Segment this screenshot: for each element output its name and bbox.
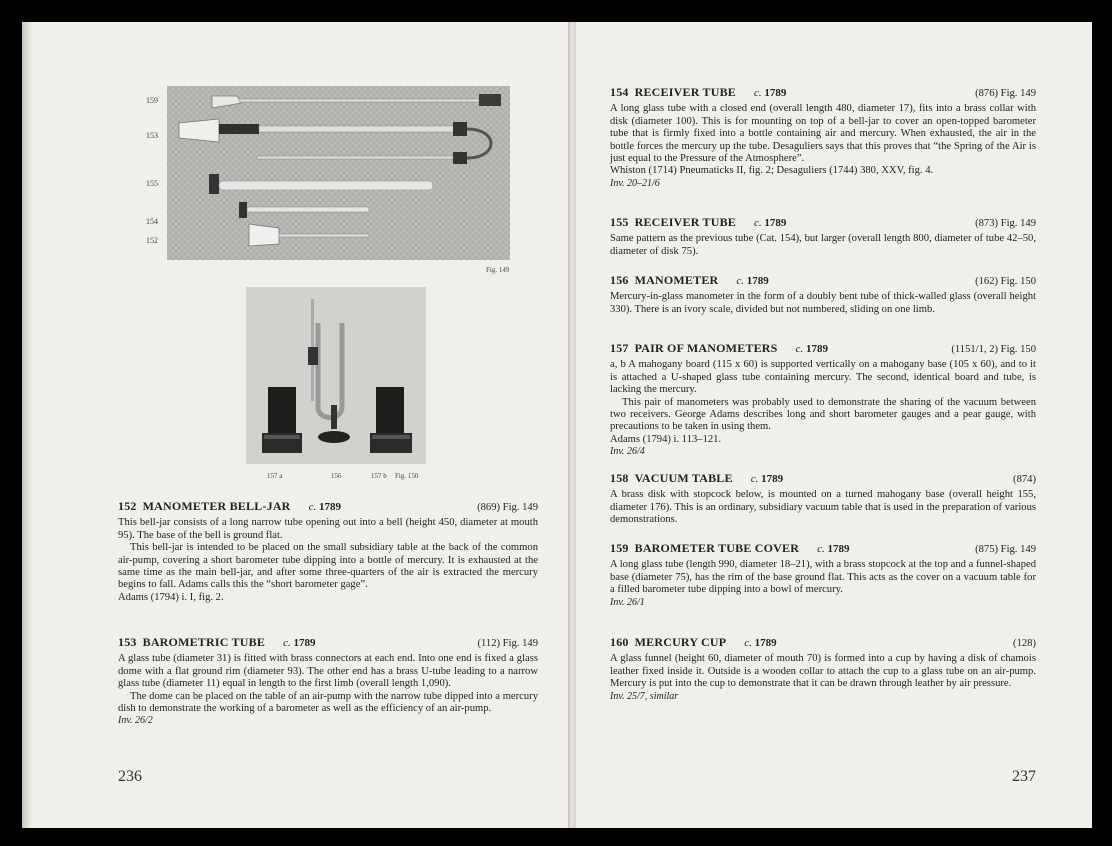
entry-title: PAIR OF MANOMETERS [634,341,778,355]
fig149-label: 153 [146,131,158,140]
entry-number: 157 [610,341,629,355]
entry-date: 1789 [761,473,784,485]
entry-date: 1789 [805,343,828,355]
entry-title: MERCURY CUP [634,635,727,649]
entry-title: BAROMETRIC TUBE [142,635,266,649]
entry-date: 1789 [754,637,777,649]
entry-reference: (1151/1, 2) Fig. 150 [951,344,1036,355]
entry-inventory: Inv. 26/4 [610,446,645,458]
catalog-entry-155: 155 RECEIVER TUBE c. 1789 (873) Fig. 149 Same pattern as the previous tube (Cat. 154), but larger (overall length 800, diameter of tube 42–50, diameter of disk 75). [610,215,1036,257]
page-number-left: 236 [118,768,142,785]
fig150-label: 157 b [371,472,387,480]
entry-title: RECEIVER TUBE [634,85,737,99]
entry-date: 1789 [764,217,787,229]
entry-date: 1789 [318,501,341,513]
entry-date: 1789 [764,87,787,99]
entry-paragraph: Same pattern as the previous tube (Cat. 154), but larger (overall length 800, diameter of tube 42–50, diameter of disk 75). [610,233,1036,257]
entry-reference: (128) [1013,638,1036,649]
entry-reference: (876) Fig. 149 [975,88,1036,99]
page-number-right: 237 [1012,768,1036,785]
entry-citation: Adams (1794) i. I, fig. 2. [118,591,224,603]
entry-paragraph: The dome can be placed on the table of an air-pump with the narrow tube dipped into a mercury dish to demonstrate the working of a barometer as well as the efficiency of an air-pump. [118,690,538,715]
entry-title: MANOMETER BELL-JAR [142,499,291,513]
entry-date: 1789 [746,275,769,287]
catalog-entry-160: 160 MERCURY CUP c. 1789 (128) A glass funnel (height 60, diameter of mouth 70) is formed into a cup by having a disk of chamois leather fixed inside it. Outside is a wooden collar to attach the cup to a glass tube on an air-pump. Mercury is put into the cup to demonstrate that it can be drawn through leather by air pressure. Inv. 25/7, similar [610,635,1036,702]
entry-title: VACUUM TABLE [634,471,733,485]
entry-number: 152 [118,499,137,513]
entry-title: MANOMETER [634,273,719,287]
entry-paragraph: A brass disk with stopcock below, is mounted on a turned mahogany base (overall height 155, diameter 176). This is an ordinary, subsidiary vacuum table that is used in the preparation of various demonstrations. [610,489,1036,526]
catalog-entry-156: 156 MANOMETER c. 1789 (162) Fig. 150 Mercury-in-glass manometer in the form of a doubly bent tube of thick-walled glass (overall height 330). There is an ivory scale, divided but not numbered, sliding on one limb. [610,273,1036,315]
fig149-caption: Fig. 149 [486,266,510,274]
entry-paragraph: a, b A mahogany board (115 x 60) is supported vertically on a mahogany base (105 x 60), and to it is attached a U-shaped glass tube containing mercury. The second, identical board and tube, is lacking the mercury. [610,359,1036,396]
book-spine [568,22,576,828]
entry-date: 1789 [293,637,316,649]
fig149-label: 152 [146,236,158,245]
fig150-label: 156 [331,472,342,480]
catalog-entry-154: 154 RECEIVER TUBE c. 1789 (876) Fig. 149 A long glass tube with a closed end (overall length 480, diameter 17), fits into a brass collar with disk (diameter 100). This is for mounting on top of a bell-jar to cover an open-topped barometer tube that is firmly fixed into a bottle containing air and mercury. When exhausted, the air in the bottle forces the mercury up the tube. Desaguliers says that this proves that “the Spring of the Air is just equal to the Pressure of the Atmosphere”. Whiston (1714) Pneumaticks II, fig. 2; Desaguliers (1744) 380, XXV, fig. 4. Inv. 20–21/6 [610,85,1036,189]
entry-paragraph: Mercury-in-glass manometer in the form of a doubly bent tube of thick-walled glass (overall height 330). There is an ivory scale, divided but not numbered, sliding on one limb. [610,291,1036,315]
entry-number: 153 [118,635,137,649]
entry-number: 154 [610,85,629,99]
catalog-entry-153: 153 BAROMETRIC TUBE c. 1789 (112) Fig. 149 A glass tube (diameter 31) is fitted with brass connectors at each end. Into one end is fixed a glass dome with a flat ground rim (diameter 93). The other end has a brass U-tube leading to a narrow glass tube (diameter 11) equal in length to the first limb (overall length 1,090). The dome can be placed on the table of an air-pump with the narrow tube dipped into a mercury dish to demonstrate the working of a barometer as well as the efficiency of an air-pump. Inv. 26/2 [118,635,538,727]
catalog-entry-152: 152 MANOMETER BELL-JAR c. 1789 (869) Fig. 149 This bell-jar consists of a long narrow tube opening out into a bell (height 450, diameter at mouth 95). The base of the bell is ground flat. This bell-jar is intended to be placed on the small subsidiary table at the back of the common air-pump, covering a short barometer tube dipping into a bottle of mercury. It is exhausted at the same time as the main bell-jar, and after some three-quarters of the air is extracted the mercury begins to fall. Adams calls this the “short barometer gage”. Adams (1794) i. I, fig. 2. [118,499,538,603]
page-edge [22,22,32,828]
fig150-caption: Fig. 150 [395,472,419,480]
entry-number: 158 [610,471,629,485]
entry-paragraph: This bell-jar is intended to be placed on the small subsidiary table at the back of the common air-pump, covering a short barometer tube dipping into a bottle of mercury. It is exhausted at the same time as the main bell-jar, and after some three-quarters of the air is extracted the mercury begins to fall. Adams calls this the “short barometer gage”. [118,542,538,591]
catalog-entry-158: 158 VACUUM TABLE c. 1789 (874) A brass disk with stopcock below, is mounted on a turned mahogany base (overall height 155, diameter 176). This is an ordinary, subsidiary vacuum table that is used in the preparation of various demonstrations. [610,471,1036,526]
fig149-label: 159 [146,96,158,105]
entry-number: 155 [610,215,629,229]
entry-paragraph: A glass tube (diameter 31) is fitted with brass connectors at each end. Into one end is fixed a glass dome with a flat ground rim (diameter 93). The other end has a brass U-tube leading to a narrow glass tube (diameter 11) equal in length to the first limb (overall length 1,090). [118,653,538,690]
entry-citation: Whiston (1714) Pneumaticks II, fig. 2; Desaguliers (1744) 380, XXV, fig. 4. [610,165,934,177]
entry-paragraph: A long glass tube with a closed end (overall length 480, diameter 17), fits into a brass collar with disk (diameter 100). This is for mounting on top of a bell-jar to cover an open-topped barometer tube that is firmly fixed into a bottle containing air and mercury. When exhausted, the air in the bottle forces the mercury up the tube. Desaguliers says that this proves that “the Spring of the Air is just equal to the Pressure of the Atmosphere”. [610,103,1036,165]
catalog-entry-159: 159 BAROMETER TUBE COVER c. 1789 (875) Fig. 149 A long glass tube (length 990, diameter 18–21), with a brass stopcock at the top and a funnel-shaped base (diameter 75), has the rim of the base ground flat. This acts as the cover on a vacuum table for a filled barometer tube dipping into a bowl of mercury. Inv. 26/1 [610,541,1036,608]
entry-citation: Adams (1794) i. 113–121. [610,433,722,445]
entry-title: RECEIVER TUBE [634,215,737,229]
entry-paragraph: This bell-jar consists of a long narrow tube opening out into a bell (height 450, diameter at mouth 95). The base of the bell is ground flat. [118,517,538,541]
fig150-photo [246,287,426,464]
entry-number: 160 [610,635,629,649]
entry-date: 1789 [827,543,850,555]
entry-paragraph: A glass funnel (height 60, diameter of mouth 70) is formed into a cup by having a disk of chamois leather fixed inside it. Outside is a wooden collar to attach the cup to a glass tube on an air-pump. Mercury is put into the cup to demonstrate that it can be drawn through leather by air pressure. [610,653,1036,690]
entry-title: BAROMETER TUBE COVER [634,541,800,555]
entry-number: 156 [610,273,629,287]
fig149-label: 155 [146,179,158,188]
entry-reference: (112) Fig. 149 [477,638,538,649]
entry-reference: (875) Fig. 149 [975,544,1036,555]
catalog-entry-157: 157 PAIR OF MANOMETERS c. 1789 (1151/1, 2) Fig. 150 a, b A mahogany board (115 x 60) is supported vertically on a mahogany base (105 x 60), and to it is attached a U-shaped glass tube containing mercury. The second, identical board and tube, is lacking the mercury. This pair of manometers was probably used to demonstrate the sharing of the vacuum between two receivers. George Adams describes long and short barometer gauges and a pear gauge, with precautions to be taken in using them. Adams (1794) i. 113–121. Inv. 26/4 [610,341,1036,458]
entry-reference: (873) Fig. 149 [975,218,1036,229]
fig149-photo [167,86,510,260]
entry-inventory: Inv. 26/2 [118,715,153,727]
entry-paragraph: A long glass tube (length 990, diameter 18–21), with a brass stopcock at the top and a funnel-shaped base (diameter 75), has the rim of the base ground flat. This acts as the cover on a vacuum table for a filled barometer tube dipping into a bowl of mercury. [610,559,1036,596]
fig150-label: 157 a [267,472,283,480]
entry-reference: (162) Fig. 150 [975,276,1036,287]
entry-paragraph: This pair of manometers was probably used to demonstrate the sharing of the vacuum between two receivers. George Adams describes long and short barometer gauges and a pear gauge, with precautions to be taken in using them. [610,396,1036,433]
entry-number: 159 [610,541,629,555]
entry-inventory: Inv. 25/7, similar [610,690,679,702]
entry-inventory: Inv. 26/1 [610,596,645,608]
entry-reference: (869) Fig. 149 [477,502,538,513]
entry-reference: (874) [1013,474,1036,485]
fig149-label: 154 [146,217,158,226]
entry-inventory: Inv. 20–21/6 [610,177,660,189]
